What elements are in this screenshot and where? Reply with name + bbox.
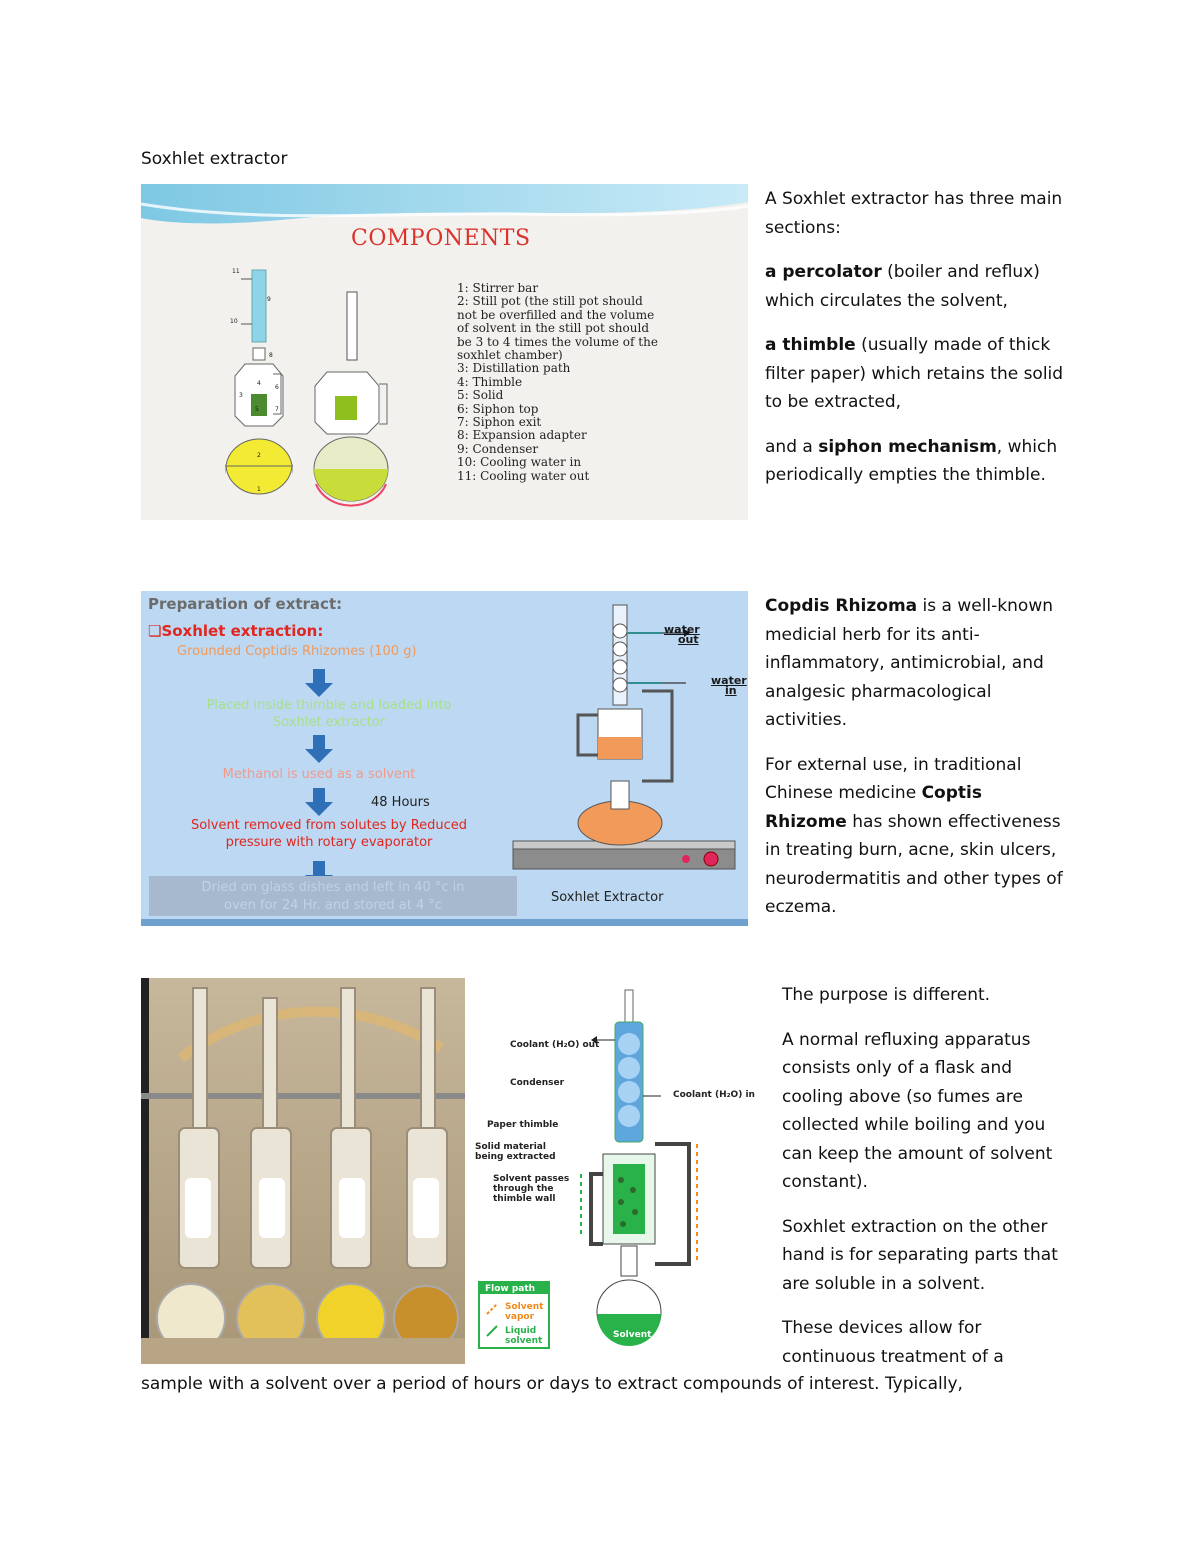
lab-photo-illustration bbox=[141, 978, 465, 1364]
solvent-passes-label bbox=[493, 1174, 569, 1204]
solvent-passes-line2: through the bbox=[493, 1184, 554, 1194]
liquid-solvent-line2: solvent bbox=[505, 1336, 543, 1346]
diagram-label: 2 bbox=[257, 452, 261, 459]
component-item: 1: Stirrer bar bbox=[457, 281, 539, 295]
paper-thimble-label: Paper thimble bbox=[487, 1120, 559, 1130]
external-use-pre: For external use, in traditional Chinese medicine bbox=[765, 754, 1022, 803]
devices-paragraph: These devices allow for continuous treatment of a bbox=[782, 1318, 1004, 1367]
section1-intro: A Soxhlet extractor has three main sections: bbox=[765, 189, 1063, 238]
component-item: 2: Still pot (the still pot should bbox=[457, 294, 643, 309]
step-dried-2: oven for 24 Hr. and stored at 4 °c bbox=[224, 898, 442, 913]
component-item: of solvent in the still pot should bbox=[457, 321, 650, 336]
liquid-solvent-line1: Liquid bbox=[505, 1326, 537, 1336]
devices-paragraph-continued: sample with a solvent over a period of hours or days to extract compounds of interest. Typically, bbox=[141, 1374, 963, 1394]
component-item: soxhlet chamber) bbox=[457, 348, 563, 363]
diagram-label: 9 bbox=[267, 296, 271, 303]
component-item: 7: Siphon exit bbox=[457, 415, 542, 430]
diagram-label: 8 bbox=[269, 352, 273, 359]
preparation-figure bbox=[141, 591, 748, 926]
water-in-line1: water bbox=[711, 674, 747, 687]
section1-text bbox=[765, 185, 1065, 506]
diagram-label: 5 bbox=[255, 406, 259, 413]
component-item: 6: Siphon top bbox=[457, 401, 539, 416]
coptis-desc: is a well-known medicial herb for its anti-inflammatory, antimicrobial, and analgesic pharmacological activities. bbox=[765, 596, 1053, 730]
solid-material-label bbox=[475, 1142, 556, 1162]
percolator-paragraph bbox=[765, 258, 1065, 315]
thimble-term: a thimble bbox=[765, 335, 856, 355]
water-in-label bbox=[711, 676, 747, 696]
liquid-solvent-label bbox=[505, 1326, 542, 1346]
component-item: 11: Cooling water out bbox=[457, 468, 590, 483]
solid-material-line1: Solid material bbox=[475, 1142, 546, 1152]
preparation-heading: Preparation of extract: bbox=[148, 595, 343, 613]
step-solvent-1: Solvent removed from solutes by Reduced bbox=[190, 818, 468, 833]
coptis-paragraph bbox=[765, 592, 1065, 735]
component-item: be 3 to 4 times the volume of the bbox=[457, 334, 658, 349]
step-methanol: Methanol is used as a solvent bbox=[222, 767, 416, 782]
diagram-label: 1 bbox=[257, 486, 261, 493]
component-item: 9: Condenser bbox=[457, 441, 539, 456]
external-use-paragraph bbox=[765, 751, 1065, 922]
water-out-line1: water bbox=[664, 623, 700, 636]
coolant-out-label: Coolant (H₂O) out bbox=[510, 1040, 600, 1050]
step-placed-2: Soxhlet extractor bbox=[273, 715, 385, 730]
section2-text bbox=[765, 592, 1065, 938]
purpose-paragraph: The purpose is different. bbox=[782, 985, 991, 1005]
components-figure bbox=[141, 184, 748, 520]
siphon-desc: , which periodically empties the thimble. bbox=[765, 436, 1058, 485]
thimble-desc: (usually made of thick filter paper) which retains the solid to be extracted, bbox=[765, 335, 1064, 412]
preparation-diagram bbox=[141, 591, 748, 926]
lab-photo bbox=[141, 978, 465, 1364]
extractor-caption: Soxhlet Extractor bbox=[551, 890, 664, 905]
diagram-label: 4 bbox=[257, 380, 261, 387]
diagram-label: 11 bbox=[232, 268, 240, 275]
solid-material-line2: being extracted bbox=[475, 1152, 556, 1162]
coptis-rhizome-term: Coptis Rhizome bbox=[765, 783, 982, 832]
condenser-label: Condenser bbox=[510, 1078, 565, 1088]
soxhlet-extraction-paragraph: Soxhlet extraction on the other hand is for separating parts that are soluble in a solvent. bbox=[782, 1216, 1058, 1294]
coptis-term: Copdis Rhizoma bbox=[765, 596, 918, 616]
solvent-vapor-line1: Solvent bbox=[505, 1302, 544, 1312]
percolator-term: a percolator bbox=[765, 262, 882, 282]
thimble-paragraph bbox=[765, 331, 1065, 417]
external-use-desc: has shown effectiveness in treating burn, acne, skin ulcers, neurodermatitis and other types of eczema. bbox=[765, 811, 1063, 917]
flow-path-label: Flow path bbox=[485, 1284, 536, 1294]
component-item: 5: Solid bbox=[457, 388, 504, 403]
coolant-in-label: Coolant (H₂O) in bbox=[673, 1090, 755, 1100]
diagram-label: 10 bbox=[230, 318, 238, 325]
siphon-pre: and a bbox=[765, 436, 819, 457]
water-in-line2: in bbox=[725, 684, 737, 697]
siphon-paragraph bbox=[765, 433, 1065, 490]
soxhlet-subheading: ❏Soxhlet extraction: bbox=[148, 622, 324, 640]
step-solvent-2: pressure with rotary evaporator bbox=[225, 835, 433, 850]
water-out-label bbox=[664, 625, 700, 645]
diagram-label: 6 bbox=[275, 384, 279, 391]
step-placed-1: Placed inside thimble and loaded into bbox=[206, 698, 452, 713]
step-dried-1: Dried on glass dishes and left in 40 °c in bbox=[201, 880, 465, 895]
section3-text bbox=[782, 981, 1072, 1387]
water-out-line2: out bbox=[678, 633, 699, 646]
solvent-vapor-line2: vapor bbox=[505, 1312, 535, 1322]
components-heading: COMPONENTS bbox=[351, 226, 531, 251]
diagram-label: 7 bbox=[275, 406, 279, 413]
component-item: 8: Expansion adapter bbox=[457, 428, 587, 443]
refluxing-paragraph: A normal refluxing apparatus consists only of a flask and cooling above (so fumes are collected while boiling and you can keep the amount of solvent constant). bbox=[782, 1029, 1053, 1192]
components-list bbox=[457, 282, 697, 483]
solvent-passes-line3: thimble wall bbox=[493, 1194, 556, 1204]
component-item: not be overfilled and the volume bbox=[457, 307, 655, 322]
step-grounded: Grounded Coptidis Rhizomes (100 g) bbox=[177, 644, 417, 659]
component-item: 10: Cooling water in bbox=[457, 455, 582, 470]
component-item: 3: Distillation path bbox=[457, 361, 571, 376]
component-item: 4: Thimble bbox=[457, 374, 523, 389]
diagram-label: 3 bbox=[239, 392, 243, 399]
soxhlet-schematic bbox=[475, 984, 765, 1354]
solvent-vapor-label bbox=[505, 1302, 543, 1322]
siphon-term: siphon mechanism bbox=[818, 436, 997, 457]
flask-solvent-label: Solvent bbox=[613, 1330, 652, 1340]
step-hours: 48 Hours bbox=[371, 795, 430, 810]
document-title: Soxhlet extractor bbox=[141, 149, 288, 169]
solvent-passes-line1: Solvent passes bbox=[493, 1174, 570, 1184]
percolator-desc: (boiler and reflux) which circulates the solvent, bbox=[765, 262, 1040, 311]
